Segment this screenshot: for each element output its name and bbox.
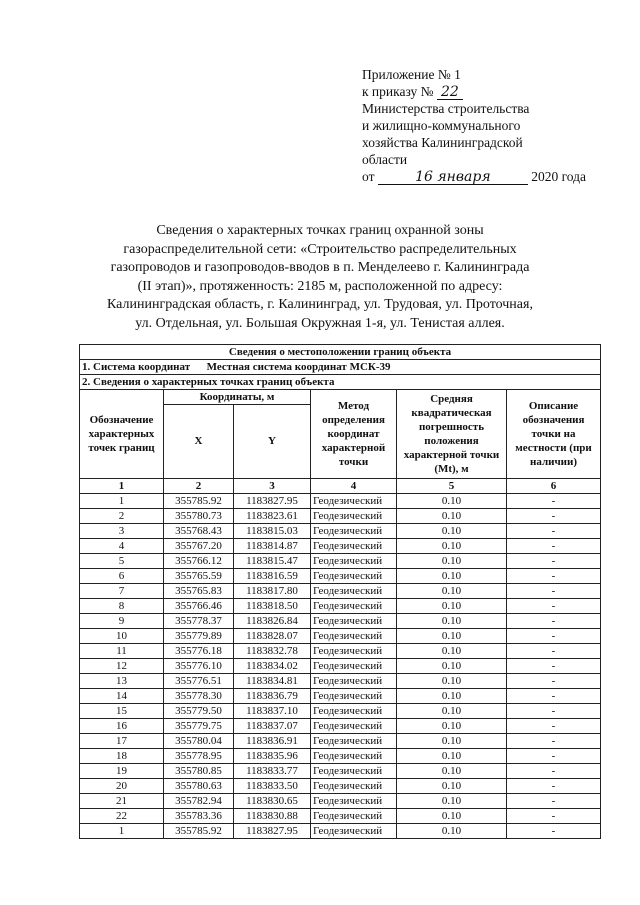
point-id-cell: 9	[80, 614, 164, 629]
description-cell: -	[507, 809, 601, 824]
error-cell: 0.10	[397, 749, 507, 764]
header-x: X	[164, 405, 234, 479]
method-cell: Геодезический	[311, 569, 397, 584]
coord-x-cell: 355779.75	[164, 719, 234, 734]
method-cell: Геодезический	[311, 674, 397, 689]
method-cell: Геодезический	[311, 614, 397, 629]
description-cell: -	[507, 539, 601, 554]
order-line	[362, 83, 612, 100]
order-number-handwritten: 22	[437, 85, 463, 100]
table-row	[80, 824, 601, 839]
coord-y-cell: 1183817.80	[234, 584, 311, 599]
point-id-cell: 22	[80, 809, 164, 824]
coord-x-cell: 355780.85	[164, 764, 234, 779]
error-cell: 0.10	[397, 674, 507, 689]
date-prefix: от	[362, 169, 375, 184]
coord-y-cell: 1183836.91	[234, 734, 311, 749]
error-cell: 0.10	[397, 809, 507, 824]
error-cell: 0.10	[397, 494, 507, 509]
error-cell: 0.10	[397, 719, 507, 734]
date-line	[362, 168, 612, 185]
description-cell: -	[507, 719, 601, 734]
table-title: Сведения о местоположении границ объекта	[80, 345, 601, 360]
method-cell: Геодезический	[311, 719, 397, 734]
table-row	[80, 809, 601, 824]
table-row	[80, 539, 601, 554]
description-cell: -	[507, 824, 601, 839]
table-row	[80, 644, 601, 659]
method-cell: Геодезический	[311, 599, 397, 614]
method-cell: Геодезический	[311, 689, 397, 704]
heading-line-6: ул. Отдельная, ул. Большая Окружная 1-я, ул. Тенистая аллея.	[135, 315, 505, 331]
point-id-cell: 14	[80, 689, 164, 704]
coord-y-cell: 1183815.47	[234, 554, 311, 569]
method-cell: Геодезический	[311, 539, 397, 554]
description-cell: -	[507, 764, 601, 779]
date-handwritten: 16 января	[378, 170, 528, 185]
point-id-cell: 21	[80, 794, 164, 809]
error-cell: 0.10	[397, 554, 507, 569]
table-row	[80, 629, 601, 644]
description-cell: -	[507, 569, 601, 584]
heading-line-2: газораспределительной сети: «Строительство распределительных	[123, 241, 517, 257]
coord-y-cell: 1183834.02	[234, 659, 311, 674]
coord-y-cell: 1183816.59	[234, 569, 311, 584]
point-id-cell: 20	[80, 779, 164, 794]
coord-y-cell: 1183835.96	[234, 749, 311, 764]
error-cell: 0.10	[397, 689, 507, 704]
header-error: Средняя квадратическая погрешность положения характерной точки (Mt), м	[397, 390, 507, 479]
description-cell: -	[507, 689, 601, 704]
section-2-row	[80, 375, 601, 390]
coord-x-cell: 355778.95	[164, 749, 234, 764]
coord-y-cell: 1183815.03	[234, 524, 311, 539]
coord-x-cell: 355766.46	[164, 599, 234, 614]
description-cell: -	[507, 584, 601, 599]
description-cell: -	[507, 794, 601, 809]
coord-x-cell: 355778.37	[164, 614, 234, 629]
column-number: 6	[507, 479, 601, 494]
method-cell: Геодезический	[311, 734, 397, 749]
table-row	[80, 704, 601, 719]
coord-y-cell: 1183830.65	[234, 794, 311, 809]
method-cell: Геодезический	[311, 809, 397, 824]
coord-y-cell: 1183827.95	[234, 494, 311, 509]
point-id-cell: 4	[80, 539, 164, 554]
coord-y-cell: 1183826.84	[234, 614, 311, 629]
point-id-cell: 19	[80, 764, 164, 779]
coord-y-cell: 1183834.81	[234, 674, 311, 689]
header-point: Обозначение характерных точек границ	[80, 390, 164, 479]
table-title-row	[80, 345, 601, 360]
header-coordinates: Координаты, м	[164, 390, 311, 405]
point-id-cell: 10	[80, 629, 164, 644]
point-id-cell: 3	[80, 524, 164, 539]
heading-line-4: (II этап)», протяженность: 2185 м, расположенной по адресу:	[137, 278, 503, 294]
header-method: Метод определения координат характерной точки	[311, 390, 397, 479]
method-cell: Геодезический	[311, 764, 397, 779]
coord-y-cell: 1183837.10	[234, 704, 311, 719]
error-cell: 0.10	[397, 539, 507, 554]
description-cell: -	[507, 674, 601, 689]
method-cell: Геодезический	[311, 659, 397, 674]
method-cell: Геодезический	[311, 524, 397, 539]
table-row	[80, 674, 601, 689]
point-id-cell: 12	[80, 659, 164, 674]
coord-x-cell: 355776.51	[164, 674, 234, 689]
error-cell: 0.10	[397, 779, 507, 794]
column-number: 5	[397, 479, 507, 494]
coord-x-cell: 355779.89	[164, 629, 234, 644]
description-cell: -	[507, 659, 601, 674]
column-number: 1	[80, 479, 164, 494]
method-cell: Геодезический	[311, 584, 397, 599]
coord-y-cell: 1183836.79	[234, 689, 311, 704]
error-cell: 0.10	[397, 524, 507, 539]
table-row	[80, 494, 601, 509]
error-cell: 0.10	[397, 794, 507, 809]
point-id-cell: 15	[80, 704, 164, 719]
description-cell: -	[507, 599, 601, 614]
description-cell: -	[507, 629, 601, 644]
method-cell: Геодезический	[311, 704, 397, 719]
coord-x-cell: 355767.20	[164, 539, 234, 554]
section-2-title: 2. Сведения о характерных точках границ объекта	[80, 375, 601, 390]
error-cell: 0.10	[397, 659, 507, 674]
header-description: Описание обозначения точки на местности (при наличии)	[507, 390, 601, 479]
table-row	[80, 764, 601, 779]
coord-y-cell: 1183827.95	[234, 824, 311, 839]
description-cell: -	[507, 734, 601, 749]
coord-y-cell: 1183830.88	[234, 809, 311, 824]
coordinate-system-label: 1. Система координат	[82, 360, 191, 373]
description-cell: -	[507, 779, 601, 794]
description-cell: -	[507, 614, 601, 629]
description-cell: -	[507, 509, 601, 524]
method-cell: Геодезический	[311, 554, 397, 569]
coord-y-cell: 1183833.77	[234, 764, 311, 779]
coordinate-system-cell	[80, 360, 601, 375]
method-cell: Геодезический	[311, 794, 397, 809]
table-row	[80, 509, 601, 524]
ministry-line-3: хозяйства Калининградской	[362, 135, 523, 150]
coord-x-cell: 355776.10	[164, 659, 234, 674]
error-cell: 0.10	[397, 824, 507, 839]
date-suffix: 2020 года	[531, 169, 587, 184]
coord-x-cell: 355780.63	[164, 779, 234, 794]
point-id-cell: 7	[80, 584, 164, 599]
heading-line-3: газопроводов и газопроводов-вводов в п. Менделеево г. Калининграда	[110, 260, 530, 275]
description-cell: -	[507, 749, 601, 764]
method-cell: Геодезический	[311, 644, 397, 659]
method-cell: Геодезический	[311, 509, 397, 524]
table-row	[80, 599, 601, 614]
error-cell: 0.10	[397, 734, 507, 749]
point-id-cell: 16	[80, 719, 164, 734]
point-id-cell: 5	[80, 554, 164, 569]
coord-x-cell: 355780.73	[164, 509, 234, 524]
coord-y-cell: 1183814.87	[234, 539, 311, 554]
method-cell: Геодезический	[311, 749, 397, 764]
coord-x-cell: 355785.92	[164, 494, 234, 509]
coord-x-cell: 355768.43	[164, 524, 234, 539]
coord-y-cell: 1183832.78	[234, 644, 311, 659]
point-id-cell: 2	[80, 509, 164, 524]
coord-y-cell: 1183818.50	[234, 599, 311, 614]
coord-x-cell: 355765.59	[164, 569, 234, 584]
coord-x-cell: 355783.36	[164, 809, 234, 824]
method-cell: Геодезический	[311, 824, 397, 839]
coord-x-cell: 355780.04	[164, 734, 234, 749]
description-cell: -	[507, 494, 601, 509]
table-row	[80, 554, 601, 569]
point-id-cell: 6	[80, 569, 164, 584]
header-row-1	[80, 390, 601, 405]
table-row	[80, 689, 601, 704]
table-row	[80, 524, 601, 539]
description-cell: -	[507, 704, 601, 719]
error-cell: 0.10	[397, 599, 507, 614]
coord-x-cell: 355779.50	[164, 704, 234, 719]
column-number: 4	[311, 479, 397, 494]
point-id-cell: 13	[80, 674, 164, 689]
table-row	[80, 614, 601, 629]
header-y: Y	[234, 405, 311, 479]
point-id-cell: 1	[80, 824, 164, 839]
error-cell: 0.10	[397, 644, 507, 659]
table-row	[80, 569, 601, 584]
table-row	[80, 779, 601, 794]
coord-y-cell: 1183833.50	[234, 779, 311, 794]
table-row	[80, 734, 601, 749]
column-number: 2	[164, 479, 234, 494]
method-cell: Геодезический	[311, 494, 397, 509]
table-row	[80, 749, 601, 764]
method-cell: Геодезический	[311, 779, 397, 794]
error-cell: 0.10	[397, 584, 507, 599]
error-cell: 0.10	[397, 629, 507, 644]
ministry-line-2: и жилищно-коммунального	[362, 118, 521, 133]
point-id-cell: 1	[80, 494, 164, 509]
error-cell: 0.10	[397, 569, 507, 584]
coordinate-system-value: Местная система координат МСК-39	[206, 360, 391, 373]
coord-x-cell: 355782.94	[164, 794, 234, 809]
coord-y-cell: 1183837.07	[234, 719, 311, 734]
column-number: 3	[234, 479, 311, 494]
boundary-points-table	[79, 344, 601, 839]
point-id-cell: 8	[80, 599, 164, 614]
coordinate-system-row	[80, 360, 601, 375]
table-row	[80, 719, 601, 734]
point-id-cell: 11	[80, 644, 164, 659]
order-prefix: к приказу №	[362, 84, 434, 99]
ministry-line-4: области	[362, 152, 408, 167]
table-row	[80, 659, 601, 674]
point-id-cell: 17	[80, 734, 164, 749]
error-cell: 0.10	[397, 614, 507, 629]
error-cell: 0.10	[397, 704, 507, 719]
coord-x-cell: 355776.18	[164, 644, 234, 659]
appendix-block	[362, 66, 612, 185]
error-cell: 0.10	[397, 509, 507, 524]
point-id-cell: 18	[80, 749, 164, 764]
description-cell: -	[507, 524, 601, 539]
description-cell: -	[507, 644, 601, 659]
coord-y-cell: 1183828.07	[234, 629, 311, 644]
column-numbers-row	[80, 479, 601, 494]
ministry-line-1: Министерства строительства	[362, 101, 530, 116]
appendix-title: Приложение № 1	[362, 67, 461, 82]
table-row	[80, 584, 601, 599]
heading-line-5: Калининградская область, г. Калининград, ул. Трудовая, ул. Проточная,	[107, 297, 533, 312]
coord-x-cell: 355766.12	[164, 554, 234, 569]
method-cell: Геодезический	[311, 629, 397, 644]
coord-y-cell: 1183823.61	[234, 509, 311, 524]
error-cell: 0.10	[397, 764, 507, 779]
coord-x-cell: 355785.92	[164, 824, 234, 839]
heading-line-1: Сведения о характерных точках границ охранной зоны	[156, 223, 484, 238]
description-cell: -	[507, 554, 601, 569]
document-heading	[80, 222, 560, 333]
coord-x-cell: 355765.83	[164, 584, 234, 599]
table-row	[80, 794, 601, 809]
coord-x-cell: 355778.30	[164, 689, 234, 704]
